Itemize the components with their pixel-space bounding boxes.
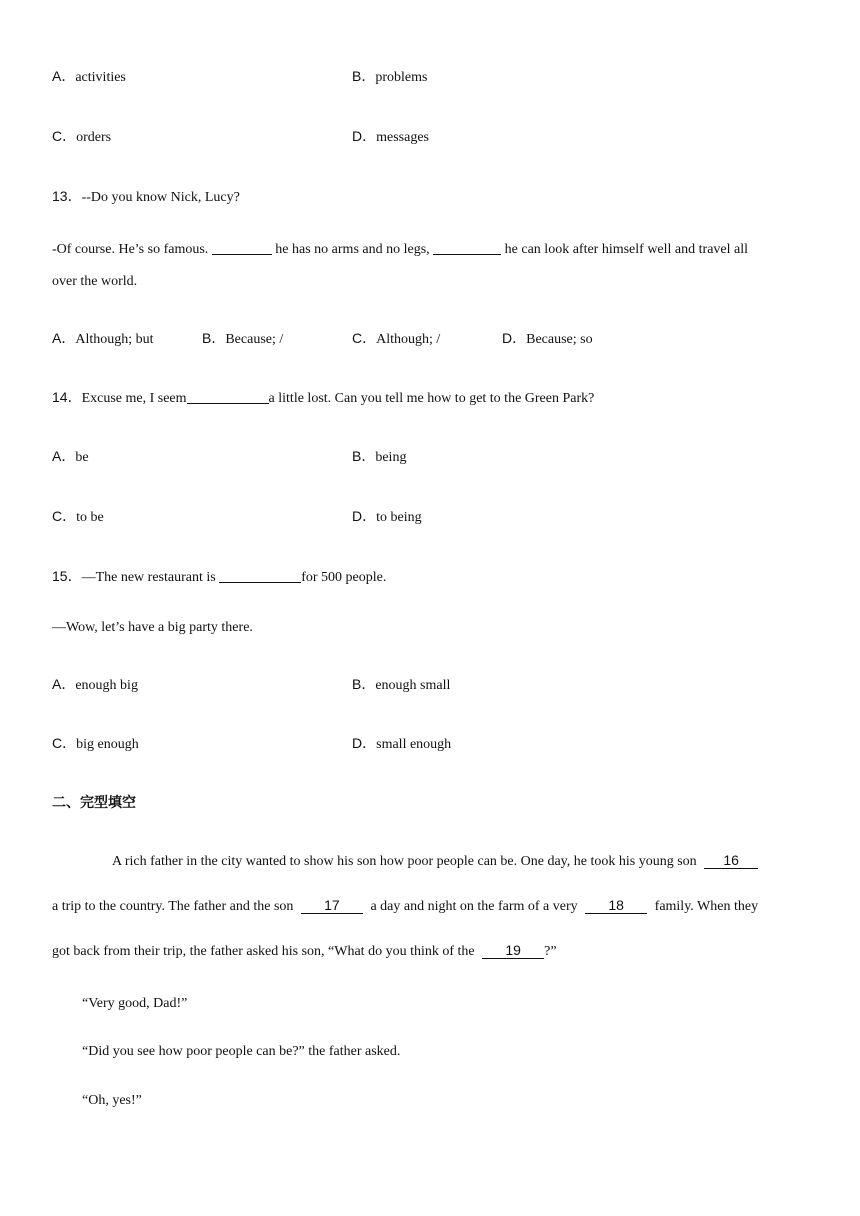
question-text: --Do you know Nick, Lucy? — [81, 190, 240, 205]
option-label: D． — [502, 330, 527, 346]
question-text: a little lost. Can you tell me how to get to the Green Park? — [268, 391, 595, 406]
question-number: 14． — [52, 389, 82, 405]
option-14-c — [52, 506, 104, 526]
option-text: Although; / — [376, 332, 441, 347]
option-text: to be — [76, 510, 104, 525]
option-label: B． — [352, 68, 376, 84]
option-label: B． — [352, 448, 376, 464]
passage-text: a trip to the country. The father and the son — [52, 899, 294, 914]
option-text: being — [375, 450, 407, 465]
option-12-c — [52, 126, 111, 146]
question-text: Excuse me, I seem — [81, 391, 187, 406]
question-text: he can look after himself well and travel all — [504, 242, 749, 257]
answer-blank — [433, 240, 501, 255]
question-13-line3: over the world. — [52, 274, 138, 289]
question-text: —The new restaurant is — [81, 570, 216, 585]
question-text: for 500 people. — [301, 570, 387, 585]
dialog-line-1: “Very good, Dad!” — [82, 996, 188, 1011]
option-label: D． — [352, 128, 377, 144]
option-14-b — [352, 446, 406, 466]
passage-text: a day and night on the farm of a very — [370, 899, 578, 914]
passage-text: A rich father in the city wanted to show his son how poor people can be. One day, he took his young son — [112, 854, 697, 869]
passage-line-3 — [52, 942, 557, 960]
option-label: A． — [52, 448, 76, 464]
question-15-line2: —Wow, let’s have a big party there. — [52, 620, 253, 635]
answer-blank — [219, 568, 301, 583]
option-label: C． — [52, 508, 77, 524]
question-13-line1 — [52, 186, 240, 206]
option-12-d — [352, 126, 429, 146]
option-text: enough big — [75, 678, 138, 693]
answer-blank — [212, 240, 272, 255]
option-text: enough small — [375, 678, 451, 693]
option-text: messages — [376, 130, 430, 145]
option-13-c — [352, 328, 440, 348]
question-14 — [52, 387, 594, 407]
option-12-b — [352, 66, 427, 86]
dialog-line-2: “Did you see how poor people can be?” the father asked. — [82, 1044, 401, 1059]
option-text: be — [75, 450, 89, 465]
question-number: 13． — [52, 188, 82, 204]
passage-line-1 — [112, 852, 758, 870]
cloze-blank-16: 16 — [704, 852, 758, 869]
option-14-d — [352, 506, 422, 526]
option-label: C． — [352, 330, 377, 346]
section-heading: 二、完型填空 — [52, 795, 136, 811]
option-13-d — [502, 328, 593, 348]
option-text: to being — [376, 510, 422, 525]
option-label: D． — [352, 508, 377, 524]
option-text: orders — [76, 130, 112, 145]
question-number: 15． — [52, 568, 82, 584]
question-13-line2 — [52, 240, 748, 258]
answer-blank — [187, 389, 269, 404]
option-label: C． — [52, 735, 77, 751]
option-label: D． — [352, 735, 377, 751]
question-text: -Of course. He’s so famous. — [52, 242, 209, 257]
cloze-blank-17: 17 — [301, 897, 363, 914]
option-label: A． — [52, 68, 76, 84]
option-text: activities — [75, 70, 126, 85]
option-text: small enough — [376, 737, 452, 752]
option-15-d — [352, 733, 451, 753]
option-text: Because; so — [526, 332, 593, 347]
passage-text: family. When they — [654, 899, 759, 914]
option-label: C． — [52, 128, 77, 144]
option-text: Although; but — [75, 332, 154, 347]
passage-text: ?” — [544, 944, 557, 959]
passage-line-2 — [52, 897, 758, 915]
option-12-a — [52, 66, 126, 86]
option-15-a — [52, 674, 138, 694]
option-label: B． — [352, 676, 376, 692]
option-15-b — [352, 674, 450, 694]
option-15-c — [52, 733, 139, 753]
passage-text: got back from their trip, the father asked his son, “What do you think of the — [52, 944, 475, 959]
option-text: Because; / — [225, 332, 284, 347]
option-text: problems — [375, 70, 428, 85]
option-label: A． — [52, 330, 76, 346]
cloze-blank-18: 18 — [585, 897, 647, 914]
option-13-a — [52, 328, 154, 348]
question-text: he has no arms and no legs, — [275, 242, 430, 257]
option-13-b — [202, 328, 283, 348]
option-label: A． — [52, 676, 76, 692]
option-14-a — [52, 446, 89, 466]
option-text: big enough — [76, 737, 139, 752]
option-label: B． — [202, 330, 226, 346]
cloze-blank-19: 19 — [482, 942, 544, 959]
dialog-line-3: “Oh, yes!” — [82, 1093, 142, 1108]
question-15-line1 — [52, 566, 386, 586]
